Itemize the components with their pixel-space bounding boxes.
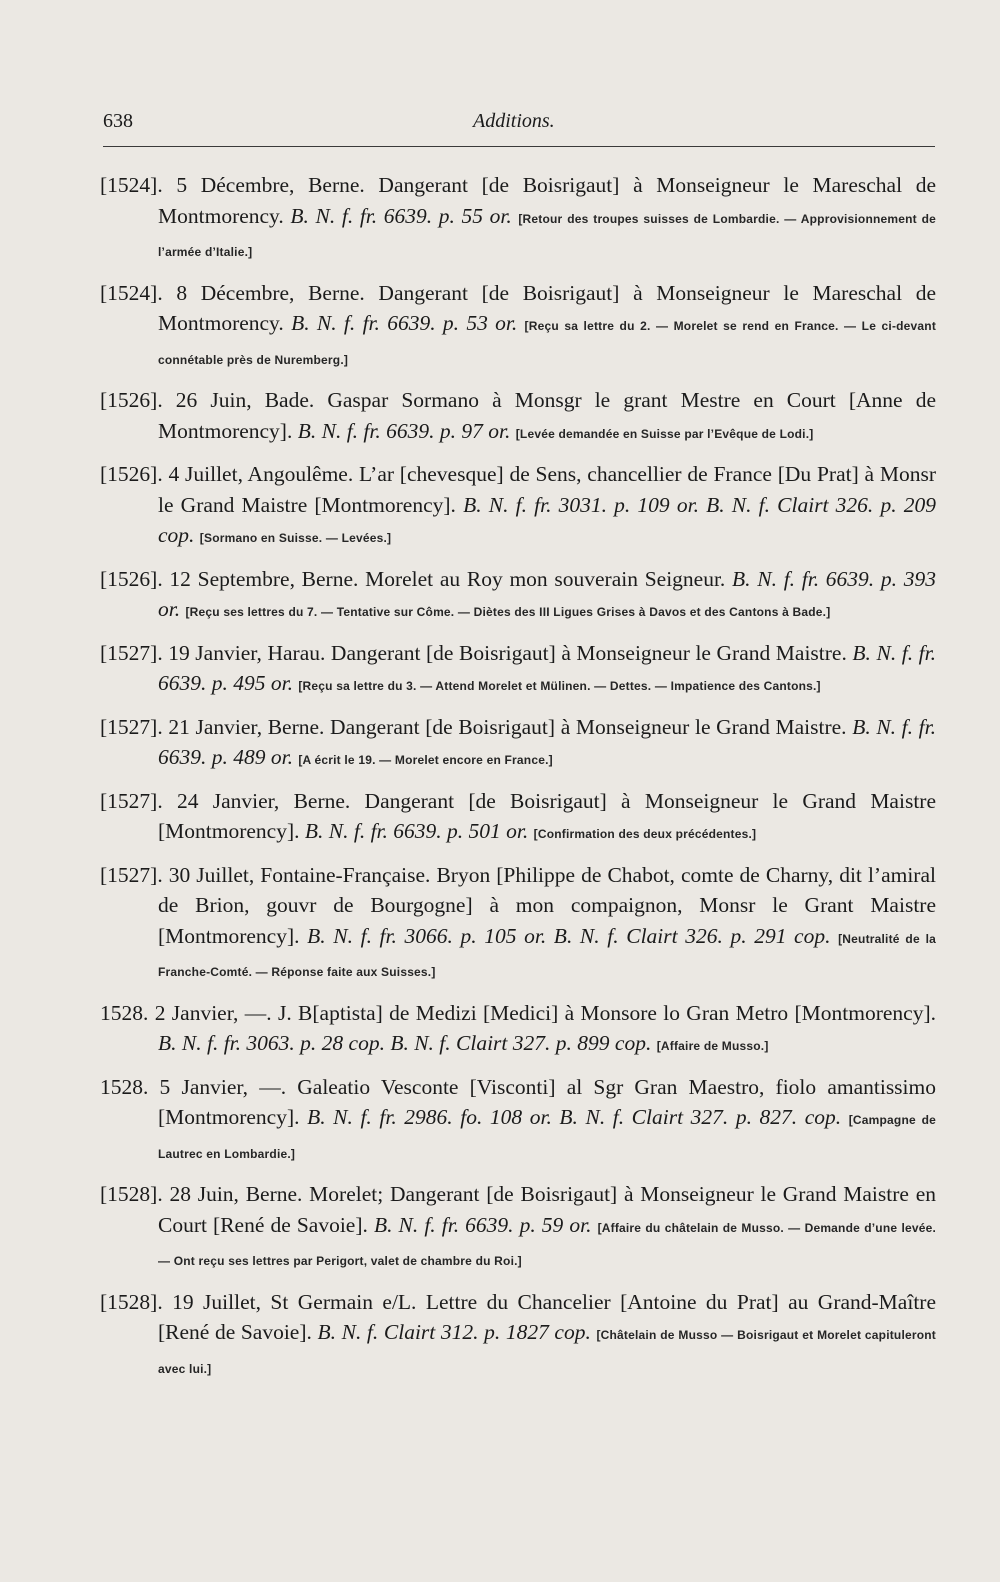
entry-text: [1528]. 19 Juillet, St Germain e/L. Lettre du Chancelier [Antoine du Prat] au Grand-Maître [René de Savoie]. — [100, 1289, 936, 1344]
entry-text: [1528]. 28 Juin, Berne. Morelet; Dangerant [de Boisrigaut] à Monseigneur le Grand Maistre en Court [René de Savoie]. — [100, 1182, 936, 1237]
entry-note: [Confirmation des deux précédentes.] — [533, 827, 757, 841]
entry-reference: B. N. f. fr. 6639. p. 495 or. — [158, 640, 937, 695]
running-head — [103, 106, 930, 140]
entry-text: 1528. 5 Janvier, —. Galeatio Vesconte [Visconti] al Sgr Gran Maestro, fiolo amantissimo [Montmorency]. — [100, 1074, 936, 1129]
header-rule — [103, 146, 935, 147]
entry-note: [Retour des troupes suisses de Lombardie. — Approvisionnement de l’armée d’Italie.] — [158, 211, 937, 259]
entry-reference: B. N. f. fr. 6639. p. 489 or. — [158, 714, 937, 769]
entry-text: [1524]. 5 Décembre, Berne. Dangerant [de Boisrigaut] à Monseigneur le Mareschal de Montmorency. — [100, 173, 936, 228]
entry-note: [Châtelain de Musso — Boisrigaut et Morelet capituleront avec lui.] — [158, 1328, 936, 1376]
entry-reference: B. N. f. Clairt 312. p. 1827 cop. — [317, 1320, 591, 1344]
entry-text: 1528. 2 Janvier, —. J. B[aptista] de Medizi [Medici] à Monsore lo Gran Metro [Montmorency]. — [100, 1000, 936, 1025]
entry-text: [1527]. 21 Janvier, Berne. Dangerant [de Boisrigaut] à Monseigneur le Grand Maistre. — [100, 714, 847, 739]
entry-text: [1526]. 12 Septembre, Berne. Morelet au Roy mon souverain Seigneur. — [100, 566, 726, 591]
list-item — [100, 1287, 936, 1385]
list-item — [100, 385, 936, 449]
list-item — [100, 786, 936, 850]
list-item — [100, 564, 936, 628]
entry-text: [1524]. 8 Décembre, Berne. Dangerant [de Boisrigaut] à Monseigneur le Mareschal de Montmorency. — [100, 280, 936, 335]
entry-reference: B. N. f. fr. 6639. p. 501 or. — [304, 819, 529, 843]
list-item — [100, 638, 936, 702]
entry-reference: B. N. f. fr. 6639. p. 393 or. — [158, 566, 936, 621]
list-item — [100, 1179, 936, 1277]
running-title: Additions. — [473, 110, 555, 132]
entry-text: [1527]. 30 Juillet, Fontaine-Française. Bryon [Philippe de Chabot, comte de Charny, dit l’amiral de Brion, gouvr de Bourgogne] à mon compaignon, Monsr le Grant Maistre [Montmorency]. — [100, 862, 936, 948]
entry-reference: B. N. f. fr. 6639. p. 55 or. — [290, 203, 512, 228]
list-item — [100, 998, 936, 1062]
entry-note: [Campagne de Lautrec en Lombardie.] — [158, 1113, 936, 1161]
page-number: 638 — [103, 110, 133, 132]
list-item — [100, 459, 936, 554]
entry-reference: B. N. f. fr. 3063. p. 28 cop. B. N. f. Clairt 327. p. 899 cop. — [158, 1031, 652, 1055]
entry-reference: B. N. f. fr. 6639. p. 59 or. — [373, 1212, 592, 1237]
entry-note: [Reçu sa lettre du 2. — Morelet se rend en France. — Le ci-devant connétable près de Nuremberg.] — [158, 319, 937, 367]
list-item — [100, 170, 936, 268]
entry-note: [Affaire du châtelain de Musso. — Demande d’une levée. — Ont reçu ses lettres par Perigort, valet de chambre du Roi.] — [158, 1220, 937, 1268]
entry-text: [1526]. 26 Juin, Bade. Gaspar Sormano à Monsgr le grant Mestre en Court [Anne de Montmorency]. — [100, 388, 936, 443]
entry-reference: B. N. f. fr. 6639. p. 53 or. — [291, 311, 518, 335]
entry-text: [1527]. 24 Janvier, Berne. Dangerant [de Boisrigaut] à Monseigneur le Grand Maistre [Montmorency]. — [100, 788, 936, 843]
entry-note: [Neutralité de la Franche-Comté. — Réponse faite aux Suisses.] — [158, 931, 937, 979]
entry-list — [100, 170, 936, 1394]
list-item — [100, 278, 936, 376]
entry-reference: B. N. f. fr. 3031. p. 109 or. B. N. f. Clairt 326. p. 209 cop. — [158, 492, 937, 547]
entry-reference: B. N. f. fr. 3066. p. 105 or. B. N. f. Clairt 326. p. 291 cop. — [307, 923, 831, 948]
list-item — [100, 1072, 936, 1170]
entry-note: [Reçu sa lettre du 3. — Attend Morelet et Mülinen. — Dettes. — Impatience des Cantons.] — [298, 679, 821, 693]
entry-note: [Affaire de Musso.] — [656, 1039, 769, 1053]
entry-note: [A écrit le 19. — Morelet encore en France.] — [298, 753, 553, 767]
list-item — [100, 860, 936, 988]
entry-reference: B. N. f. fr. 2986. fo. 108 or. B. N. f. Clairt 327. p. 827. cop. — [307, 1105, 842, 1129]
entry-note: [Reçu ses lettres du 7. — Tentative sur Côme. — Diètes des III Ligues Grises à Davos et des Cantons à Bade.] — [185, 605, 831, 619]
entry-reference: B. N. f. fr. 6639. p. 97 or. — [297, 418, 511, 443]
list-item — [100, 712, 936, 776]
entry-text: [1527]. 19 Janvier, Harau. Dangerant [de Boisrigaut] à Monseigneur le Grand Maistre. — [100, 640, 847, 665]
entry-note: [Sormano en Suisse. — Levées.] — [199, 531, 392, 545]
entry-text: [1526]. 4 Juillet, Angoulême. L’ar [chevesque] de Sens, chancellier de France [Du Prat] à Monsr le Grand Maistre [Montmorency]. — [100, 462, 936, 517]
entry-note: [Levée demandée en Suisse par l’Evêque de Lodi.] — [515, 426, 814, 441]
